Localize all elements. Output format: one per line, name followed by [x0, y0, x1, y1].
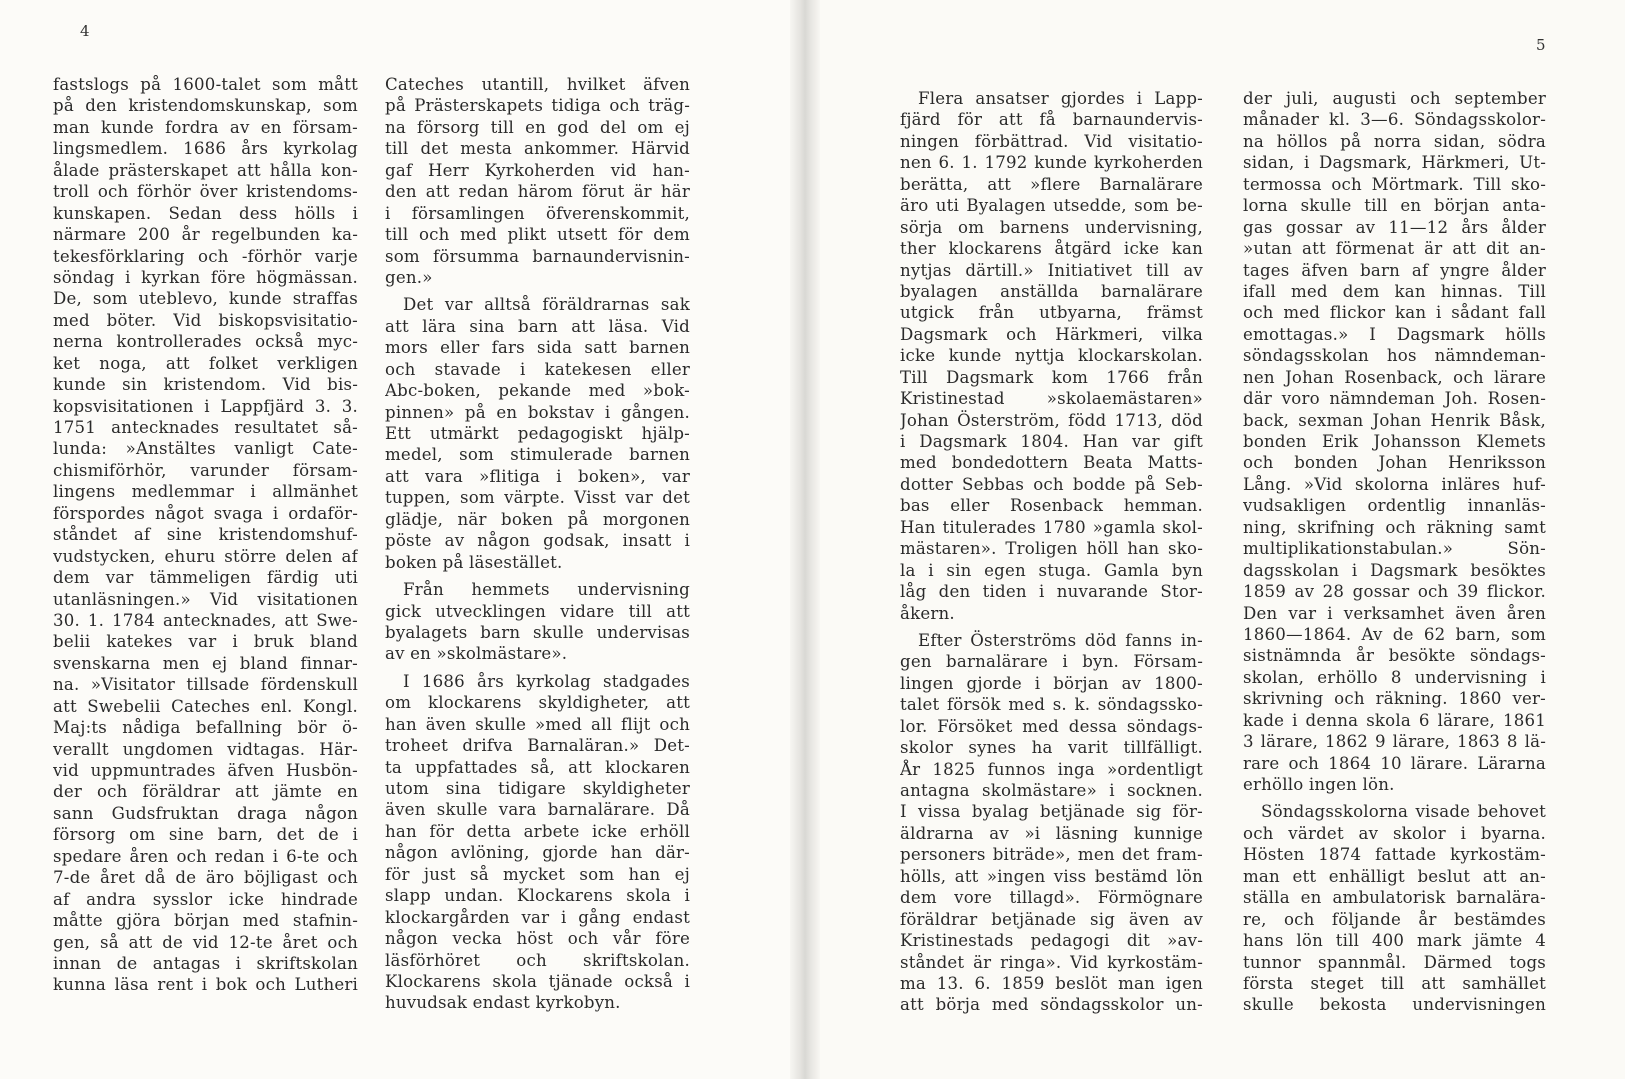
text-line: förspordes något svaga i ordaför- [53, 503, 358, 523]
text-line: Kristinestad »skolaemästaren» [900, 389, 1203, 409]
text-line: Kristinestads pedagogi dit »av- [900, 931, 1203, 951]
text-line: ning, skrifning och räkning samt [1243, 517, 1546, 537]
text-line: na. »Visitator tillsade fördenskull [53, 675, 358, 695]
text-line: kade i denna skola 6 lärare, 1861 [1243, 710, 1546, 730]
text-line: bas eller Rosenback hemman. [900, 496, 1203, 516]
text-line: talet försök med s. k. söndagssko- [900, 695, 1203, 715]
text-line: nen 6. 1. 1792 kunde kyrkoherden [900, 153, 1203, 173]
text-line: ta uppfattades så, att klockaren [385, 757, 690, 777]
text-line: na höllos på norra sidan, södra [1243, 131, 1546, 151]
text-line: dagsskolan i Dagsmark besöktes [1243, 560, 1546, 580]
text-line: troll och förhör över kristendoms- [53, 182, 358, 202]
text-line: I 1686 års kyrkolag stadgades [403, 671, 690, 691]
text-line: fastslogs på 1600-talet som mått [53, 75, 358, 94]
text-line: Lång. »Vid skolorna inläres huf- [1243, 474, 1546, 494]
text-line: läsförhöret och skriftskolan. [385, 950, 690, 970]
text-line: I vissa byalag betjänade sig för- [900, 802, 1203, 822]
text-line: någon vecka höst och vår före [385, 929, 690, 949]
text-line: och stavade i katekesen eller [385, 359, 690, 379]
text-line: termossa och Mörtmark. Till sko- [1243, 174, 1546, 194]
text-line: gen.» [385, 267, 433, 287]
text-line: la i sin egen stuga. Gamla byn [900, 560, 1203, 580]
text-line: innan de antagas i skriftskolan [53, 953, 358, 973]
text-line: och med flickor kan i sådant fall [1243, 303, 1546, 323]
text-line: ifall med dem kan hinnas. Till [1243, 281, 1546, 301]
text-line: re, och följande år bestämdes [1243, 909, 1546, 929]
text-line: vudsakligen ordentlig innanläs- [1243, 496, 1546, 516]
text-line: ståndet af sine kristendomshuf- [53, 525, 358, 545]
text-line: nytjas därtill.» Initiativet till av [900, 260, 1203, 280]
text-line: i Dagsmark 1804. Han var gift [900, 432, 1203, 451]
text-line: lorna skulle till en början anta- [1243, 196, 1546, 216]
text-line: icke kunde nyttja klockarskolan. [900, 346, 1203, 366]
text-line: Johan Österström, född 1713, död [900, 410, 1203, 430]
text-line: om klockarens skyldigheter, att [385, 693, 690, 713]
text-line: Den var i verksamhet även åren [1243, 603, 1546, 623]
text-line: utgick från utbyarna, främst [900, 303, 1203, 323]
text-line: af andra sysslor icke hindrade [53, 889, 358, 909]
text-line: De, som uteblevo, kunde straffas [53, 289, 358, 309]
text-line: på den kristendomskunskap, som [53, 96, 358, 116]
text-line: Flera ansatser gjordes i Lapp- [918, 89, 1203, 108]
text-line: måtte gjöra början med stafnin- [53, 911, 358, 931]
text-line: nerna kontrollerades också myc- [53, 332, 358, 352]
text-line: »utan att förmenat är att dit an- [1243, 239, 1546, 259]
text-line: gaf Herr Kyrkoherden vid han- [385, 160, 690, 180]
text-line: slapp undan. Klockarens skola i [385, 886, 690, 906]
text-line: tuppen, som värpte. Visst var det [385, 488, 690, 508]
text-line: med bondedottern Beata Matts- [900, 453, 1203, 473]
text-line: byalagets barn skulle undervisas [385, 622, 690, 642]
left-page-column-1 [53, 74, 358, 996]
text-line: tekesförklaring och -förhör varje [53, 246, 358, 266]
text-line: troheet drifva Barnaläran.» Det- [385, 736, 690, 756]
text-line: ställa en ambulatorisk barnalära- [1243, 888, 1546, 908]
text-line: söndag i kyrkan före högmässan. [53, 267, 358, 287]
text-line: lingsmedlem. 1686 års kyrkolag [53, 139, 358, 159]
text-line: försorg om sine barn, det de i [53, 825, 358, 845]
text-line: att vara »flitiga i boken», var [385, 466, 690, 486]
text-line: der juli, augusti och september [1243, 89, 1546, 108]
text-line: glädje, när boken på morgonen [385, 509, 690, 529]
text-line: med böter. Vid biskopsvisitatio- [53, 310, 358, 330]
text-line: hans lön till 400 mark jämte 4 [1243, 931, 1546, 951]
text-line: att lära sina barn att läsa. Vid [385, 316, 690, 336]
text-line: dem var tämmeligen färdig uti [53, 568, 358, 588]
text-line: Klockarens skola tjänade också i [385, 971, 690, 991]
text-line: bonden Erik Johansson Klemets [1243, 432, 1546, 451]
text-line: han för detta arbete icke erhöll [385, 821, 690, 841]
text-line: äro uti Byalagen utsedde, som be- [900, 196, 1203, 216]
text-line: sann Gudsfruktan draga någon [53, 803, 358, 823]
text-line: äldrarna av »i läsning kunnige [900, 823, 1203, 843]
text-line: skolan, erhöllo 8 undervisning i [1243, 667, 1546, 687]
text-line: tunnor spannmål. Därmed togs [1243, 952, 1546, 972]
text-line: utom sina tidigare skyldigheter [385, 779, 690, 798]
text-line: att börja med söndagsskolor un- [900, 995, 1203, 1015]
text-line: multiplikationstabulan.» Sön- [1243, 539, 1546, 559]
text-line: Maj:ts nådiga befallning bör ö- [53, 718, 358, 738]
text-line: gas gossar av 11—12 års ålder [1243, 217, 1546, 237]
text-line: dotter Sebbas och bodde på Seb- [900, 474, 1203, 494]
text-line: 3 lärare, 1862 9 lärare, 1863 8 lä- [1243, 732, 1546, 752]
text-line: medel, som stimulerade barnen [385, 445, 690, 465]
text-line: Han titulerades 1780 »gamla skol- [900, 517, 1203, 537]
text-line: i församlingen öfverenskommit, [385, 203, 690, 223]
text-line: han även skulle »med all flijt och [385, 714, 690, 734]
text-line: erhöllo ingen lön. [1243, 775, 1395, 794]
text-line: av en »skolmästare». [385, 644, 568, 664]
text-line: Cateches utantill, hvilket äfven [385, 75, 690, 94]
text-line: den att redan härom förut är här [385, 182, 690, 202]
text-line: mästaren». Troligen höll han sko- [900, 539, 1203, 559]
text-line: boken på läsestället. [385, 552, 563, 572]
text-line: Ett utmärkt pedagogiskt hjälp- [385, 424, 690, 443]
right-page-column-1 [900, 88, 1203, 1016]
text-line: sörja om barnens undervisning, [900, 217, 1203, 237]
text-line: sistnämnda år besökte söndags- [1243, 646, 1546, 666]
text-line: närmare 200 år regelbunden ka- [53, 225, 358, 245]
text-line: Dagsmark och Härkmeri, vilka [900, 324, 1203, 344]
text-line: 1751 antecknades resultatet så- [53, 418, 358, 437]
text-line: Det var alltså föräldrarnas sak [403, 295, 690, 315]
book-gutter [790, 0, 820, 1079]
text-line: nen Johan Rosenback, och lärare [1243, 367, 1546, 387]
text-line: kunde sin kristendom. Vid bis- [53, 375, 358, 395]
text-line: gen barnalärare i byn. Försam- [900, 652, 1203, 672]
text-line: månader kl. 3—6. Söndagsskolor- [1243, 110, 1546, 130]
text-line: Hösten 1874 fattade kyrkostäm- [1243, 845, 1546, 865]
text-line: till och med plikt utsett för dem [385, 225, 690, 245]
text-line: åkern. [900, 603, 955, 623]
text-line: skulle bekosta undervisningen [1243, 995, 1546, 1015]
text-line: som försumma barnaundervisnin- [385, 246, 690, 266]
text-line: pinnen» på en bokstav i gången. [385, 402, 690, 422]
text-line: 7-de året då de äro böjligast och [53, 868, 358, 888]
page-number-right: 5 [1536, 36, 1546, 54]
text-line: huvudsak endast kyrkobyn. [385, 993, 621, 1013]
text-line: byalagen anställda barnalärare [900, 281, 1203, 301]
text-line: antagna skolmästare» i socknen. [900, 781, 1203, 800]
text-line: kopsvisitationen i Lappfjärd 3. 3. [53, 396, 358, 416]
text-line: söndagsskolan hos nämndeman- [1243, 346, 1546, 366]
text-line: 1859 av 28 gossar och 39 flickor. [1243, 582, 1546, 602]
text-line: vudstycken, ehuru större delen af [53, 546, 358, 566]
text-line: belii katekes var i bruk bland [53, 632, 358, 652]
text-line: År 1825 funnos inga »ordentligt [900, 759, 1203, 779]
text-line: ther klockarens åtgärd icke kan [900, 239, 1203, 259]
text-line: även skulle vara barnalärare. Då [385, 800, 690, 820]
text-line: 30. 1. 1784 antecknades, att Swe- [53, 610, 358, 630]
text-line: Efter Österströms död fanns in- [918, 630, 1203, 650]
text-line: skrivning och räkning. 1860 ver- [1243, 689, 1546, 709]
text-line: dem vore tillagd». Förmögnare [900, 888, 1203, 908]
text-line: svenskarna men ej bland finnar- [53, 653, 358, 673]
text-line: ståndet är ringa». Vid kyrkostäm- [900, 952, 1203, 972]
text-line: sidan, i Dagsmark, Härkmeri, Ut- [1243, 153, 1546, 173]
text-line: första steget till att samhället [1243, 973, 1546, 993]
text-line: kunskapen. Sedan dess hölls i [53, 203, 358, 223]
text-line: tages äfven barn af yngre ålder [1243, 260, 1546, 280]
text-line: Till Dagsmark kom 1766 från [900, 367, 1203, 387]
text-line: gick utvecklingen vidare till att [385, 601, 690, 621]
text-line: på Prästerskapets tidiga och träg- [385, 96, 690, 116]
text-line: rare och 1864 10 lärare. Lärarna [1243, 753, 1546, 773]
text-line: till det mesta ankommer. Härvid [385, 139, 690, 159]
text-line: fjärd för att få barnaundervis- [900, 110, 1203, 130]
text-line: och värdet av skolor i byarna. [1243, 823, 1546, 843]
text-line: ket noga, att folket verkligen [53, 353, 358, 373]
text-line: man ett enhälligt beslut att an- [1243, 866, 1546, 886]
text-line: ningen förbättrad. Vid visitatio- [900, 131, 1203, 151]
text-line: back, sexman Johan Henrik Båsk, [1243, 410, 1546, 430]
text-line: låg den tiden i nuvarande Stor- [900, 582, 1203, 602]
text-line: emottagas.» I Dagsmark hölls [1243, 324, 1546, 344]
text-line: mors eller fars sida satt barnen [385, 338, 690, 358]
text-line: Från hemmets undervisning [403, 580, 690, 600]
text-line: Abc-boken, pekande med »bok- [385, 381, 690, 401]
text-line: lingen gjorde i början av 1800- [900, 673, 1203, 693]
text-line: där voro nämndeman Joh. Rosen- [1243, 389, 1546, 409]
text-line: 1860—1864. Av de 62 barn, som [1243, 624, 1546, 644]
text-line: skolor synes ha varit tillfälligt. [900, 738, 1203, 758]
right-page-column-2 [1243, 88, 1546, 1016]
text-line: att Swebelii Cateches enl. Kongl. [53, 696, 358, 716]
text-line: kunna läsa rent i bok och Lutheri [53, 975, 358, 995]
text-line: gen, så att de vid 12-te året och [53, 932, 358, 952]
text-line: för just så mycket som han ej [385, 864, 690, 884]
text-line: utanläsningen.» Vid visitationen [53, 589, 358, 609]
text-line: personers biträde», men det fram- [900, 845, 1203, 865]
text-line: föräldrar betjänade sig även av [900, 909, 1203, 929]
text-line: lunda: »Anstältes vanligt Cate- [53, 439, 358, 459]
text-line: lor. Försöket med dessa söndags- [900, 716, 1203, 736]
text-line: spedare åren och redan i 6-te och [53, 846, 358, 866]
text-line: och bonden Johan Henriksson [1243, 453, 1546, 473]
text-line: berätta, att »flere Barnalärare [900, 174, 1203, 194]
text-line: ålade prästerskapet att hålla kon- [53, 160, 358, 180]
text-line: Söndagsskolorna visade behovet [1261, 802, 1546, 822]
text-line: hölls, att »ingen viss bestämd lön [900, 866, 1203, 886]
text-line: klockargården var i gång endast [385, 907, 690, 927]
left-page-column-2 [385, 74, 690, 1014]
text-line: man kunde fordra av en försam- [53, 117, 358, 137]
text-line: der och föräldrar att jämte en [53, 782, 358, 802]
text-line: lingens medlemmar i allmänhet [53, 482, 358, 502]
text-line: pöste av någon godsak, insatt i [385, 531, 690, 551]
text-line: verallt ungdomen vidtagas. Här- [53, 739, 358, 759]
page-number-left: 4 [80, 22, 90, 40]
text-line: ma 13. 6. 1859 beslöt man igen [900, 973, 1203, 993]
text-line: vid uppmuntrades äfven Husbön- [53, 761, 358, 780]
text-line: na försorg till en god del om ej [385, 117, 690, 137]
text-line: chismiförhör, varunder försam- [53, 460, 358, 480]
text-line: någon avlöning, gjorde han där- [385, 843, 690, 863]
